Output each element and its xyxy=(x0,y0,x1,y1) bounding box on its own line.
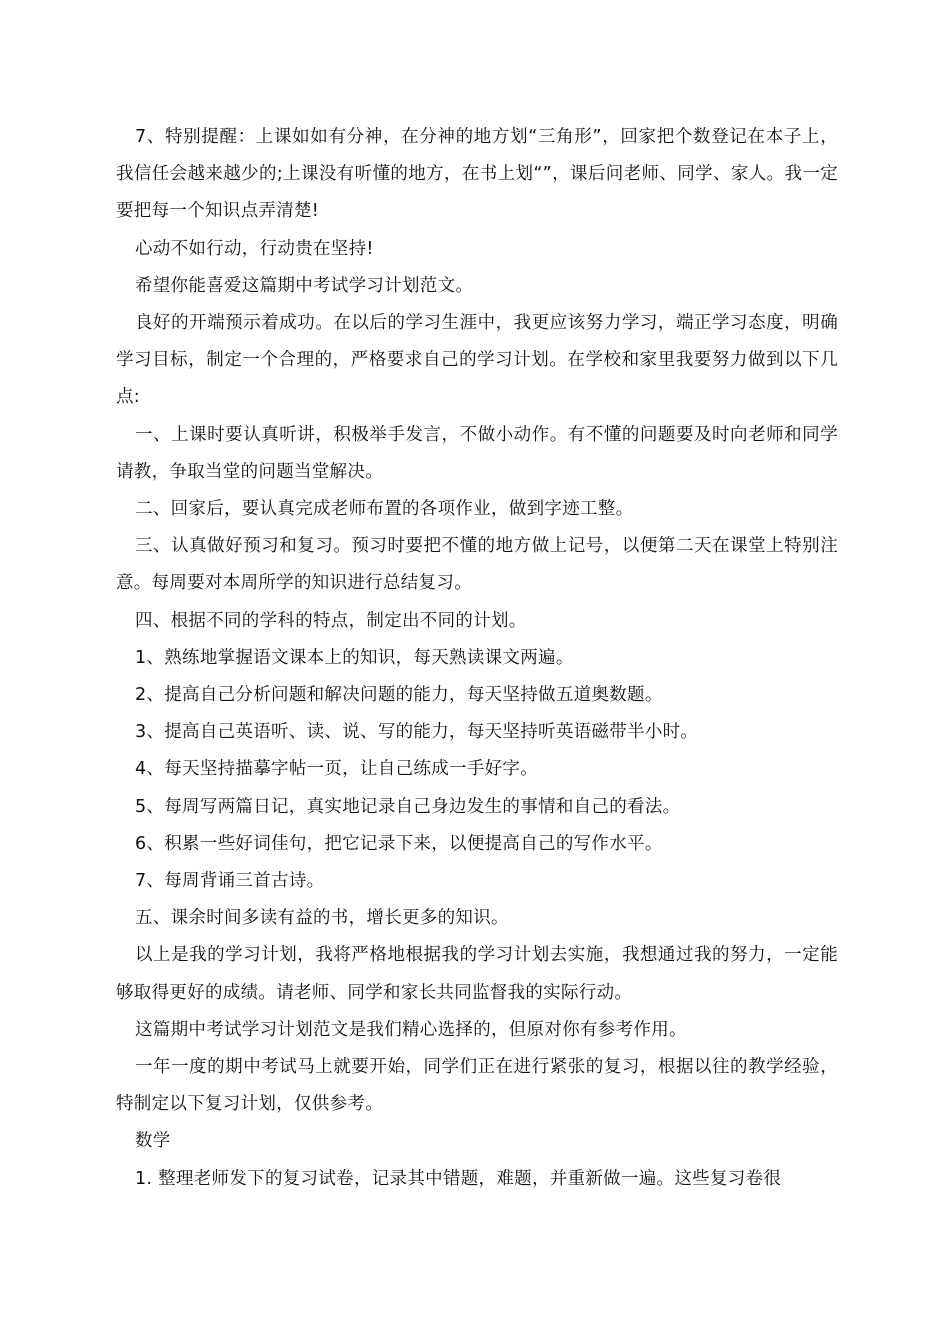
paragraph-intro: 良好的开端预示着成功。在以后的学习生涯中，我更应该努力学习，端正学习态度，明确学习目标，制定一个合理的，严格要求自己的学习计划。在学校和家里我要努力做到以下几点: xyxy=(116,313,838,408)
list-item-calligraphy: 4、每天坚持描摹字帖一页，让自己练成一手好字。 xyxy=(135,759,539,780)
list-item-english: 3、提高自己英语听、读、说、写的能力，每天坚持听英语磁带半小时。 xyxy=(135,722,699,743)
list-item-math: 2、提高自己分析问题和解决问题的能力，每天坚持做五道奥数题。 xyxy=(135,685,663,706)
paragraph-exam-intro: 一年一度的期中考试马上就要开始，同学们正在进行紧张的复习，根据以往的教学经验，特制定以下复习计划，仅供参考。 xyxy=(116,1057,838,1115)
paragraph-point-4: 四、根据不同的学科的特点，制定出不同的计划。 xyxy=(135,610,527,631)
paragraph-point-2: 二、回家后，要认真完成老师布置的各项作业，做到字迹工整。 xyxy=(135,499,634,520)
document-body xyxy=(116,119,838,1198)
list-item-diary: 5、每周写两篇日记，真实地记录自己身边发生的事情和自己的看法。 xyxy=(135,796,681,817)
list-item-chinese: 1、熟练地掌握语文课本上的知识，每天熟读课文两遍。 xyxy=(135,647,574,668)
paragraph-point-3: 三、认真做好预习和复习。预习时要把不懂的地方做上记号，以便第二天在课堂上特别注意。每周要对本周所学的知识进行总结复习。 xyxy=(116,536,838,594)
paragraph-point-1: 一、上课时要认真听讲，积极举手发言，不做小动作。有不懂的问题要及时向老师和同学请教，争取当堂的问题当堂解决。 xyxy=(116,424,838,482)
paragraph-summary: 以上是我的学习计划，我将严格地根据我的学习计划去实施，我想通过我的努力，一定能够取得更好的成绩。请老师、同学和家长共同监督我的实际行动。 xyxy=(116,945,838,1003)
paragraph-reminder: 7、特别提醒：上课如如有分神，在分神的地方划“三角形”，回家把个数登记在本子上，我信任会越来越少的;上课没有听懂的地方，在书上划“”，课后问老师、同学、家人。我一定要把每一个知识点弄清楚! xyxy=(116,127,838,222)
list-item-phrases: 6、积累一些好词佳句，把它记录下来，以便提高自己的写作水平。 xyxy=(135,833,663,854)
section-heading-math: 数学 xyxy=(135,1131,171,1152)
list-item-poems: 7、每周背诵三首古诗。 xyxy=(135,871,325,892)
paragraph-math-item-1: 1. 整理老师发下的复习试卷，记录其中错题，难题，并重新做一遍。这些复习卷很 xyxy=(135,1168,782,1189)
paragraph-motto: 心动不如行动，行动贵在坚持! xyxy=(135,238,374,259)
paragraph-point-5: 五、课余时间多读有益的书，增长更多的知识。 xyxy=(135,908,509,929)
paragraph-closing-note: 希望你能喜爱这篇期中考试学习计划范文。 xyxy=(135,275,474,296)
paragraph-reference-note: 这篇期中考试学习计划范文是我们精心选择的，但原对你有参考作用。 xyxy=(135,1019,687,1040)
